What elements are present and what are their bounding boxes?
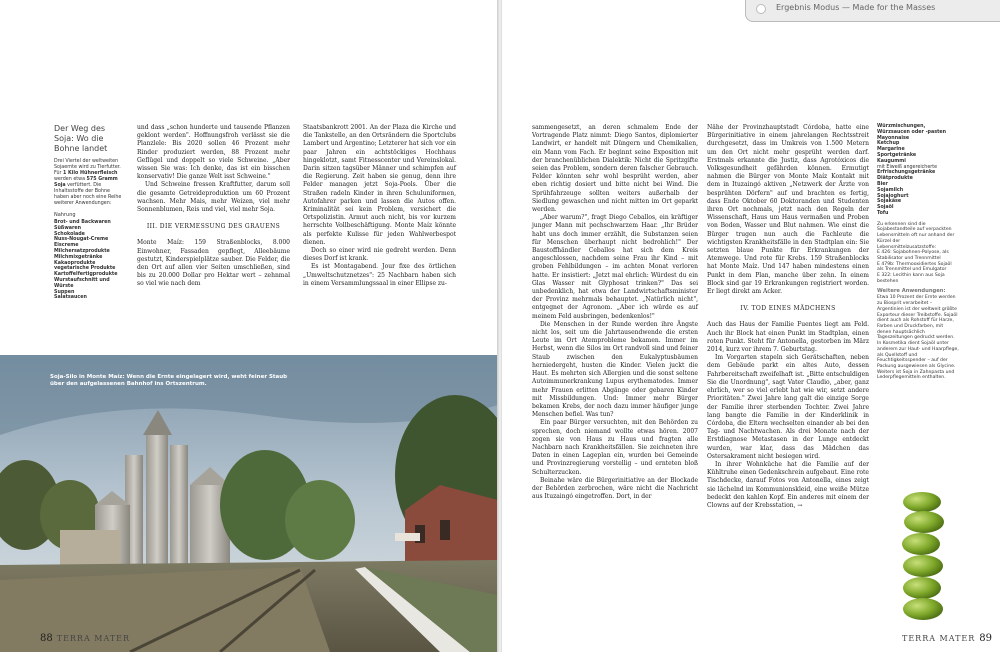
left-page [0,0,498,652]
section-heading: IV. TOD EINES MÄDCHENS [740,305,836,313]
notification-text: Ergebnis Modus — Made for the Masses [776,3,936,12]
sidebar-food-heading: Nahrung [54,212,76,218]
list-item: Süßwaren [54,225,82,231]
list-item: Sportgetränke [877,152,917,158]
list-item: Milchmixgetränke [54,254,103,260]
paragraph: Doch so einer wird nie gedreht werden. Denn dieses Dorf ist krank. [303,247,456,263]
paragraph: „Aber warum?", fragt Diego Ceballos, ein kräftiger junger Mann mit pechschwarzem Haar. „Ihr Brüder habt uns doch immer erzählt, die Substanzen seien für Menschen überhaupt nicht bedrohlich!" Der Baustoffhändler Ceballos hat sich dem Kreis angeschlossen, nachdem seine Frau ihr Kind – mit groben Fehlbildungen – im achten Monat verloren hatte. Er insistiert: „Jetzt mal ehrlich: Würdest du ein Glas Wasser mit Glyphosat trinken?" Das sei unbedenklich, hat etwa der Landwirtschaftsminister der Provinz mehrmals behauptet. „Natürlich nicht", entgegnet der Agronom. „Aber ich würde es auf meinem Feld ausbringen, bedenkenlos!" [532,214,698,320]
article-column-2 [303,124,456,288]
paragraph: In ihrer Wohnküche hat die Familie auf der Kühltruhe einen Gedenkschrein aufgebaut. Eine rote Tischdecke, darauf Fotos von Antonella, eines zeigt sie lächelnd im Kommunionskleid, eine weiße Mütze bedeckt den kahlen Kopf. Ein anderes mit einem der Clowns auf der Krebsstation, → [707,460,869,509]
article-column-1 [137,124,290,289]
list-item: Salatsaucen [54,295,87,301]
list-item: Sojaöl [877,205,894,211]
app-icon [756,4,766,14]
photo-caption: Soja-Silo in Monte Maíz: Wenn die Ernte eingelagert wird, weht feiner Staub über den aufgelassenen Bahnhof ins Ortszentrum. [50,374,288,387]
paragraph: Beinahe wäre die Bürgerinitiative an der Blockade der Behörden zerbrochen, wäre nicht die Nachricht aus Ituzaingó eingetroffen. Dort, in der [532,476,698,501]
paragraph: Und Schweine fressen Kraftfutter, darum soll die gesamte Getreideproduktion um 60 Prozent wachsen. Mehr Mais, mehr Weizen, viel mehr Sonnenblumen, Reis und viel, viel mehr Soja. [137,181,290,214]
list-item: Sojajoghurt [877,193,909,199]
list-item: Eiscreme [54,243,79,249]
list-item: Erfrischungsgetränke [877,170,936,176]
list-item: Tofu [877,210,889,216]
section-heading: III. DIE VERMESSUNG DES GRAUENS [146,223,281,231]
sidebar-title: Der Weg des Soja: Wo die Bohne landet [54,124,108,153]
list-item: Diätprodukte [877,176,913,182]
article-column-3 [532,124,698,501]
paragraph: Monte Maíz: 159 Straßenblocks, 8.000 Einwohner, Fassaden gepflegt, Alleebäume gestutzt, Kinderspielplätze sauber. Die Felder, die den Ort auf allen vier Seiten umschließen, sind bis zu 20.000 Dollar pro Hektar wert – zehnmal so viel wie nach dem [137,239,290,288]
paragraph: Die Menschen in der Runde werden ihre Ängste nicht los, seit um die Jahrtausendwende die ersten Leute im Ort Atemprobleme bekamen. Immer im Herbst, wenn die Silos im Ort randvoll sind und feiner Staub zwischen den Eukalyptusbäumen herniedergeht, husten die Kinder. Vielen juckt die Haut. Es mehrten sich Allergien und die sonst seltene Autoimmunerkrankung Lupus erythematodes. Immer mehr Frauen erlitten Abgänge oder gebaren Kinder mit Missbildungen. Und: Immer mehr Bürger bekamen Krebs, der noch dazu immer häufiger junge Menschen befiel. Was tun? [532,320,698,419]
list-item: mit Eiweiß angereicherte [877,164,938,170]
magazine-name: TERRA MATER [902,634,976,643]
paragraph: Ein paar Bürger versuchten, mit den Behörden zu sprechen, doch niemand wollte etwas hören. 2007 zogen sie von Haus zu Haus und fragten alle Nachbarn nach Krankheitsfällen. Sie zeichneten ihre Daten in einen Lageplan ein, wurden bei Gemeinde und Provinzregierung vorstellig – und ernteten bloß Schulterzucken. [532,419,698,476]
magazine-name: TERRA MATER [56,634,131,643]
sidebar-more-body: Etwa 10 Prozent der Ernte werden zu Biosprit verarbeitet – Argentinien ist der weltweit größte Exporteur dieser Treibstoffe. Sojaöl dient auch als Rohstoff für Harze, Farben und Druckfarben, mit denen hauptsächlich Tageszeitungen gedruckt werden. In Kosmetika dient Sojaöl unter anderem zur Haut- und Haarpflege, als Quellstoff und Feuchtigkeitsspender – auf der Packung ausgewiesen als Glycine. Weiters ist Soja in Zahnpasta und Lederpflegemitteln enthalten. [877,295,959,381]
paragraph: Es ist Montagabend. Jour fixe des örtlichen „Umweltschutznetzes": 25 Nachbarn haben sich in einem Versammlungssaal in einer Ellipse zu- [303,263,456,287]
paragraph: Staatsbankrott 2001. An der Plaza die Kirche und die Tankstelle, an den Ortsrändern die Sportclubs Lambert und Argentino; Letzterer hat sich vor ein paar Jahren ein achtstöckiges Hochhaus hingeklotzt, samt Fitnesscenter und Vereinslokal. Darin sitzen tagsüber Männer und schimpfen auf die Regierung. Zeit haben sie genug, denn ihre Felder managen jetzt Soja-Pools. Über die Straßen radeln Kinder in ihren Schuluniformen, Autofahrer parken und lassen die Autos offen. Kriminalität sei kein Problem, versichert die Ortspolizistin. Armut auch nicht, bis vor kurzem herrschte Vollbeschäftigung. Monte Maíz könnte als perfekte Kulisse für jeden Wahlwerbespot dienen. [303,124,456,246]
silo-photo-illustration [0,355,498,652]
list-item: Kaugummi [877,158,906,164]
page-number: 89 [979,633,993,644]
sidebar-soy-path [54,124,124,301]
paragraph: Auch das Haus der Familie Fuentes liegt am Feld. Auch ihr Block hat einen Punkt im Stadtplan, einen roten Punkt. Steht für Antonella, gestorben im März 2014, kurz vor ihrem 7. Geburtstag. [707,321,869,354]
list-item: Brot- und Backwaren [54,220,111,225]
page-footer-left [36,633,130,644]
list-item: Sojamilch [877,187,904,193]
list-item: Bier [877,181,888,187]
sidebar-intro: Drei Viertel der weltweiten Sojaernte wird zu Tierfutter. Für 1 Kilo Hühnerfleisch werden etwa 575 Gramm Soja verfüttert. Die Inhaltsstoffe der Bohne haben aber noch eine Reihe weiterer Anwendungen: [54,159,122,206]
list-item: Milchersatzprodukte [54,248,110,254]
paragraph: Im Vorgarten stapeln sich Gerätschaften, neben dem Gebäude parkt ein altes Auto, dessen Fahrbereitschaft zweifelhaft ist. „Bitte entschuldigen Sie die Unordnung", sagt Vater Claudio, „aber, ganz ehrlich, wer so viel erlebt hat wie wir, setzt andere Prioritäten." Zwei Jahre lang galt die einzige Sorge der Familie ihrer sterbenden Tochter. Zwei Jahre lang bangte die Familie in der Kinderklinik in Córdoba, die Eltern wechselten einander ab bei den Tag- und Nachtwachen. Als drei Monate nach der Erstdiagnose Metastasen in der Lunge entdeckt wurden, war klar, dass das Mädchen das Ostersakrament nicht besiegen wird. [707,354,869,460]
sidebar-additives: Zu erkennen sind die Sojabestandteile auf verpackten Lebensmitteln oft nur anhand der Kürzel der Lebensmittelzusatzstoffe: E 426: Sojabohnen-Polyose, als Stabilisator und Trennmittel E 479b: Thermooxidiertes Sojaöl als Trennmittel und Emulgator E 322: Lecithin kann aus Soja bestehen [877,221,955,284]
silo-photo [0,355,498,652]
list-item: Nuss-Nougat-Creme [54,237,109,243]
list-item: Kartoffelfertigprodukte [54,272,118,278]
list-item: Kakaoprodukte [54,260,96,266]
notification-banner[interactable] [745,0,1000,22]
sidebar-applications [877,124,959,381]
paragraph: Nähe der Provinzhauptstadt Córdoba, hatte eine Bürgerinitiative in einem jahrelangen Rechtsstreit durchgesetzt, dass im Umkreis von 1.500 Metern um den Ort nicht mehr gesprüht werden darf. Erstmals erkannte die Justiz, dass Agrotóxicos die Volksgesundheit gefährden können. Ermutigt nahmen die Bürger von Monte Maíz Kontakt mit dem in Ituzaingó aktiven „Netzwerk der Ärzte von besprühten Dörfern" auf und brachten es fertig, dass Ende Oktober 60 Doktoranden und Studenten ihren Ort nochmals, jetzt nach den Regeln der Wissenschaft, Haus um Haus vermaßen und Proben von Boden, Wasser und Blut nahmen. Wie einst die Bürger trugen nun auch die Fachleute die wichtigsten Krankheitsfälle in den Stadtplan ein: Sie setzten blaue Punkte für Erkrankungen der Atemwege. Und rote für Krebs. 159 Straßenblocks hat Monte Maíz. Und 147 haben mindestens einen Punkt in dem Plan, manche über zehn. In einem Block sind gar 19 Erkrankungen registriert worden. Er liegt direkt am Acker. [707,124,869,296]
list-item: Würzsaucen oder -pasten [877,129,947,135]
list-item: Ketchup [877,141,900,147]
paragraph: sammengesetzt, an deren schmalem Ende der Vortragende Platz nimmt: Diego Santos, diplomierter Landwirt, er handelt mit Düngern und Chemikalien, ein Mann vom Fach. Er beginnt seine Exposition mit der branchenüblichen Dialektik: Nicht die Spritzgifte seien das Problem, sondern deren falscher Gebrauch. Felder könnten sehr wohl besprüht werden, aber eben richtig dosiert und bitte nicht bei Wind. Die Sprühfahrzeuge sollten weiters außerhalb der Siedlung gewaschen und nicht mitten im Ort geparkt werden. [532,124,698,214]
paragraph: und dass „schon hunderte und tausende Pflanzen geklont werden". Hoffnungsfroh verlässt sie die Planzlele: Bis 2020 sollen 46 Prozent mehr Rinder produziert werden, 88 Prozent mehr Geflügel und doppelt so viele Schweine. „Aber wissen Sie was: Ich denke, das ist ein bisschen konservativ! Die ganze Welt isst Schweine." [137,124,290,181]
list-item: vegetarische Produkte [54,266,116,272]
list-item: Mayonnaise [877,135,910,141]
soybean-stack-illustration [900,490,945,622]
page-number: 88 [40,633,53,644]
list-item: Würzmischungen, [877,124,926,129]
list-item: Sojakäse [877,199,902,205]
list-item: Schokolade [54,231,85,237]
page-footer-right [902,633,996,644]
sidebar-food-list-continued [877,124,959,217]
right-page [502,0,1000,652]
list-item: Suppen [54,289,75,295]
sidebar-more-heading: Weitere Anwendungen: [877,288,946,295]
list-item: Wurstaufschnitt und Würste [54,277,110,289]
sidebar-food-list [54,220,124,301]
article-column-4 [707,124,869,510]
list-item: Margarine [877,147,905,153]
